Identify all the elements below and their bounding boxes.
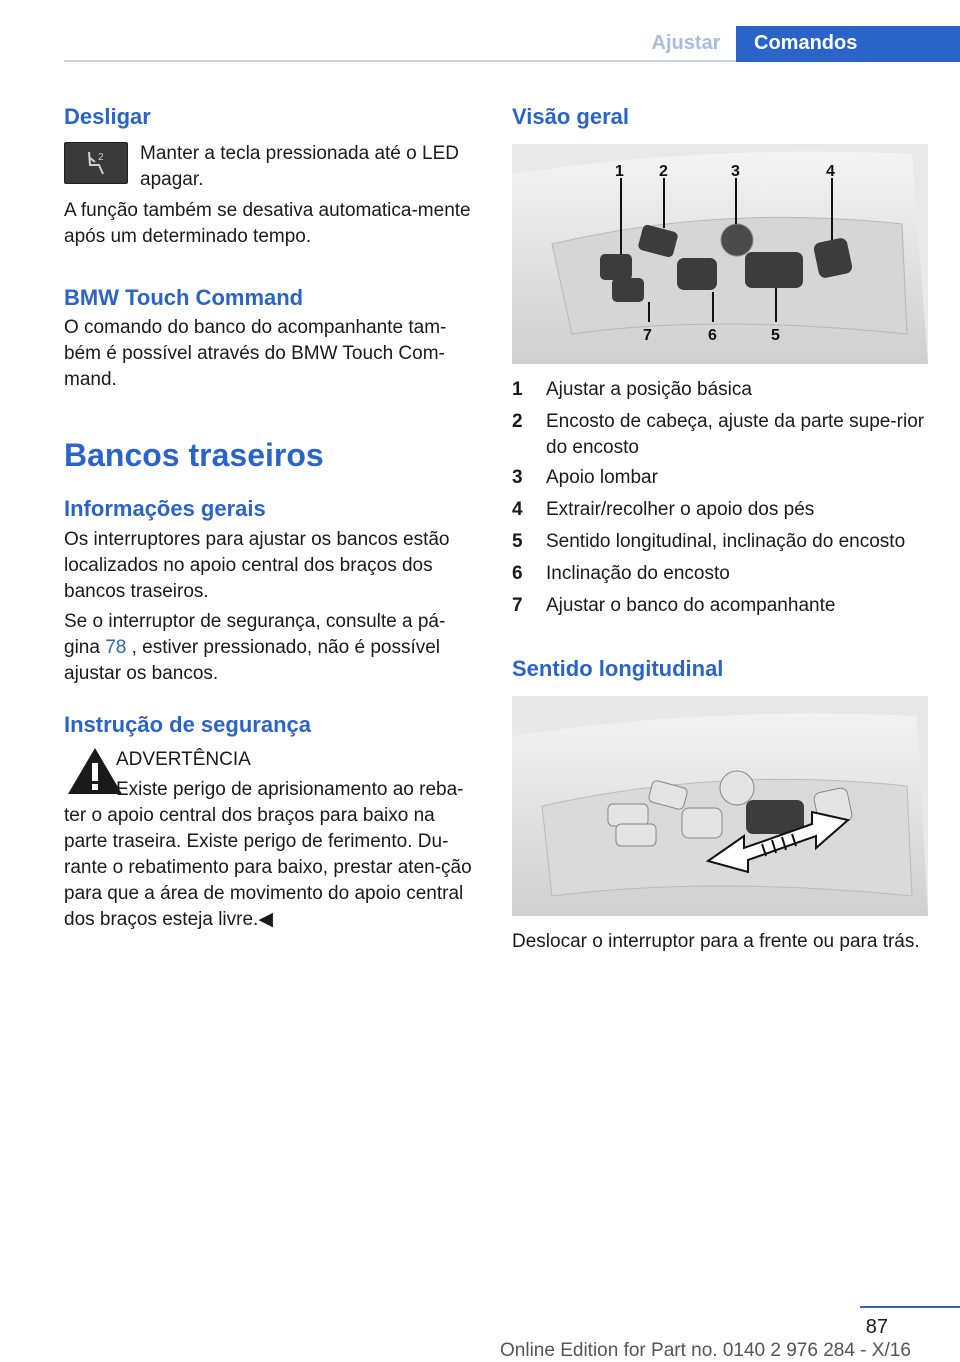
fig-callout-3: 3 <box>731 163 740 180</box>
overview-legend-list <box>512 377 928 627</box>
fig-callout-6: 6 <box>708 327 717 344</box>
edition-footer: Online Edition for Part no. 0140 2 976 284 - X/16 <box>500 1340 911 1361</box>
item-text: Extrair/recolher o apoio dos pés <box>546 499 815 520</box>
item-text: Inclinação do encosto <box>546 563 730 584</box>
page-link[interactable]: 78 <box>105 637 127 658</box>
item-number: 6 <box>512 563 523 584</box>
page-number: 87 <box>865 1316 888 1338</box>
fig-callout-4: 4 <box>826 163 835 180</box>
fig-btn-3 <box>721 224 753 256</box>
fig-callout-5: 5 <box>771 327 780 344</box>
longitudinal-heading: Sentido longitudinal <box>512 656 724 681</box>
item-text: Ajustar o banco do acompanhante <box>546 595 836 616</box>
item-number: 4 <box>512 499 523 520</box>
info-text: Os interruptores para ajustar os bancos estão localizados no apoio central dos braços dos bancos traseiros. <box>64 529 450 602</box>
touch-command-heading: BMW Touch Command <box>64 285 304 310</box>
item-text: Encosto de cabeça, ajuste da parte supe‐rior do encosto <box>546 411 925 458</box>
item-number: 2 <box>512 411 523 432</box>
desligar-note: A função também se desativa automatica‐mente após um determinado tempo. <box>64 200 471 247</box>
info-text-2 <box>64 609 476 687</box>
section-heading: Bancos traseiros <box>64 437 324 473</box>
overview-heading: Visão geral <box>512 104 629 129</box>
item-number: 3 <box>512 467 523 488</box>
fig-btn-1 <box>600 254 632 280</box>
seat-memory-key-icon <box>64 142 128 184</box>
fig-callout-1: 1 <box>615 163 624 180</box>
tab-chapter-comandos[interactable]: Comandos <box>736 26 960 62</box>
longitudinal-text: Deslocar o interruptor para a frente ou para trás. <box>512 931 920 952</box>
item-number: 7 <box>512 595 523 616</box>
warning-label: ADVERTÊNCIA <box>116 749 251 770</box>
info-text-2-a: Se o interruptor de segurança, consulte a pá‐gina <box>64 611 446 658</box>
footer-rule <box>860 1306 960 1308</box>
item-number: 1 <box>512 379 523 400</box>
tab-section-ajustar[interactable]: Ajustar <box>651 32 721 54</box>
info-text-2-b: , estiver pressionado, não é possível ajustar os bancos. <box>64 637 441 684</box>
item-number: 5 <box>512 531 523 552</box>
svg-text:2: 2 <box>98 152 104 163</box>
fig-callout-2: 2 <box>659 163 668 180</box>
fig-btn-5 <box>745 252 803 288</box>
warning-text-a: Existe perigo de aprisionamento ao reba‐ <box>116 779 464 800</box>
fig-btn-7 <box>612 278 644 302</box>
fig-callout-7: 7 <box>643 327 652 344</box>
safety-heading: Instrução de segurança <box>64 712 311 737</box>
item-text: Ajustar a posição básica <box>546 379 752 400</box>
warning-text-b: ter o apoio central dos braços para baixo na parte traseira. Existe perigo de ferimento. Du‐rante o rebatimento para baixo, prestar aten‐ção para que a área de movimento do apoio central dos braços esteja livre.◀ <box>64 805 472 930</box>
item-text: Apoio lombar <box>546 467 658 488</box>
longitudinal-figure <box>512 696 928 916</box>
overview-figure <box>512 144 928 364</box>
info-heading: Informações gerais <box>64 496 266 521</box>
desligar-heading: Desligar <box>64 104 151 129</box>
fig-btn-6 <box>677 258 717 290</box>
item-text: Sentido longitudinal, inclinação do encosto <box>546 531 906 552</box>
desligar-text: Manter a tecla pressionada até o LED apagar. <box>140 143 459 190</box>
touch-command-text: O comando do banco do acompanhante tam‐bém é possível através do BMW Touch Com‐mand. <box>64 317 447 390</box>
